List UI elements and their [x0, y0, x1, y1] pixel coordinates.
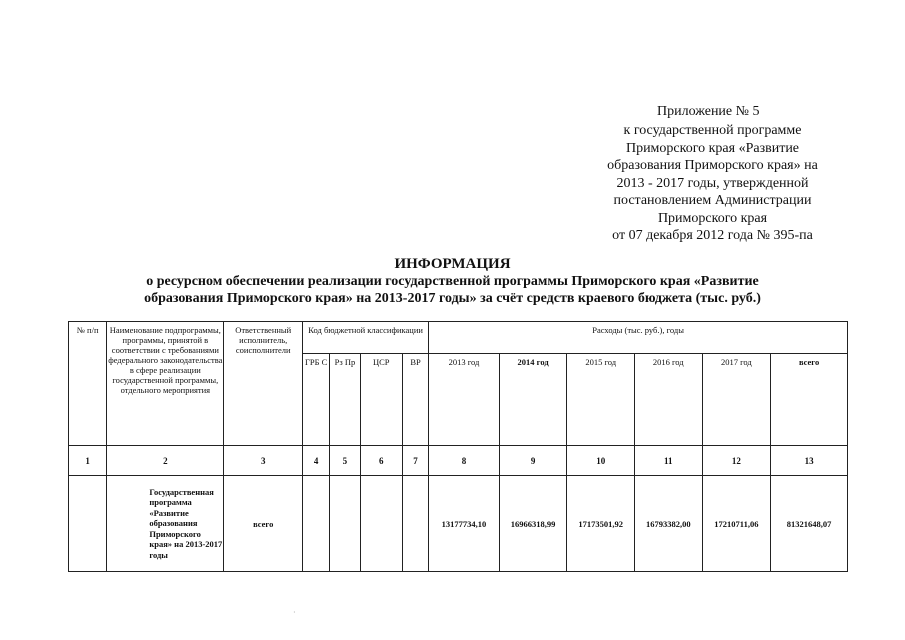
header-name: Наименование подпрограммы, программы, принятой в соответствии с требованиями федерального законодательства в сфере реализации государственной программы, отдельного мероприятия	[107, 322, 224, 446]
header-rzpr: Рз Пр	[330, 354, 360, 446]
row-rzpr	[330, 476, 360, 572]
column-number: 2	[107, 446, 224, 476]
column-number: 8	[429, 446, 500, 476]
row-vr	[402, 476, 428, 572]
document-subtitle	[0, 273, 905, 307]
column-number: 1	[69, 446, 107, 476]
table-row	[69, 476, 848, 572]
table-header-row	[69, 322, 848, 354]
header-expenses-group: Расходы (тыс. руб.), годы	[429, 322, 848, 354]
row-name: Государственная программа «Развитие образования Приморского края» на 2013-2017 годы	[107, 476, 224, 572]
column-number: 9	[499, 446, 567, 476]
header-csr: ЦСР	[360, 354, 402, 446]
column-number: 10	[567, 446, 635, 476]
appendix-ref-line: Приморского края	[657, 210, 768, 226]
subtitle-line: о ресурсном обеспечении реализации государственной программы Приморского края «Развитие	[146, 274, 759, 289]
row-executor: всего	[224, 476, 303, 572]
column-number: 4	[303, 446, 330, 476]
budget-table	[68, 321, 848, 572]
header-2014: 2014 год	[499, 354, 567, 446]
stray-mark: ·	[293, 608, 296, 617]
header-2015: 2015 год	[567, 354, 635, 446]
appendix-ref-line: 2013 - 2017 годы, утвержденной	[616, 175, 809, 191]
header-code-group: Код бюджетной классификации	[303, 322, 429, 354]
appendix-title: Приложение № 5	[657, 104, 760, 119]
row-grbs	[303, 476, 330, 572]
row-2016: 16793382,00	[634, 476, 702, 572]
column-number: 5	[330, 446, 360, 476]
appendix-ref-line: постановлением Администрации	[613, 193, 812, 208]
appendix-reference	[586, 122, 839, 245]
column-number: 6	[360, 446, 402, 476]
column-number: 12	[702, 446, 771, 476]
header-vr: ВР	[402, 354, 428, 446]
row-2014: 16966318,99	[499, 476, 567, 572]
appendix-ref-line: образования Приморского края» на	[607, 158, 818, 173]
row-num	[69, 476, 107, 572]
header-2013: 2013 год	[429, 354, 500, 446]
appendix-ref-line: от 07 декабря 2012 года № 395-па	[612, 228, 813, 243]
header-2016: 2016 год	[634, 354, 702, 446]
header-grbs: ГРБ С	[303, 354, 330, 446]
header-total: всего	[771, 354, 848, 446]
column-number: 3	[224, 446, 303, 476]
header-2017: 2017 год	[702, 354, 771, 446]
row-csr	[360, 476, 402, 572]
column-number: 13	[771, 446, 848, 476]
subtitle-line: образования Приморского края» на 2013-2017 годы» за счёт средств краевого бюджета (тыс. руб.)	[144, 291, 761, 306]
column-number: 7	[402, 446, 428, 476]
appendix-ref-line: Приморского края «Развитие	[625, 140, 800, 156]
header-executor: Ответственный исполнитель, соисполнители	[224, 322, 303, 446]
header-num: № п/п	[69, 322, 107, 446]
row-2017: 17210711,06	[702, 476, 771, 572]
appendix-ref-line: к государственной программе	[623, 123, 802, 138]
row-2015: 17173501,92	[567, 476, 635, 572]
document-title: ИНФОРМАЦИЯ	[394, 256, 511, 272]
column-number-row	[69, 446, 848, 476]
column-number: 11	[634, 446, 702, 476]
row-total: 81321648,07	[771, 476, 848, 572]
row-2013: 13177734,10	[429, 476, 500, 572]
